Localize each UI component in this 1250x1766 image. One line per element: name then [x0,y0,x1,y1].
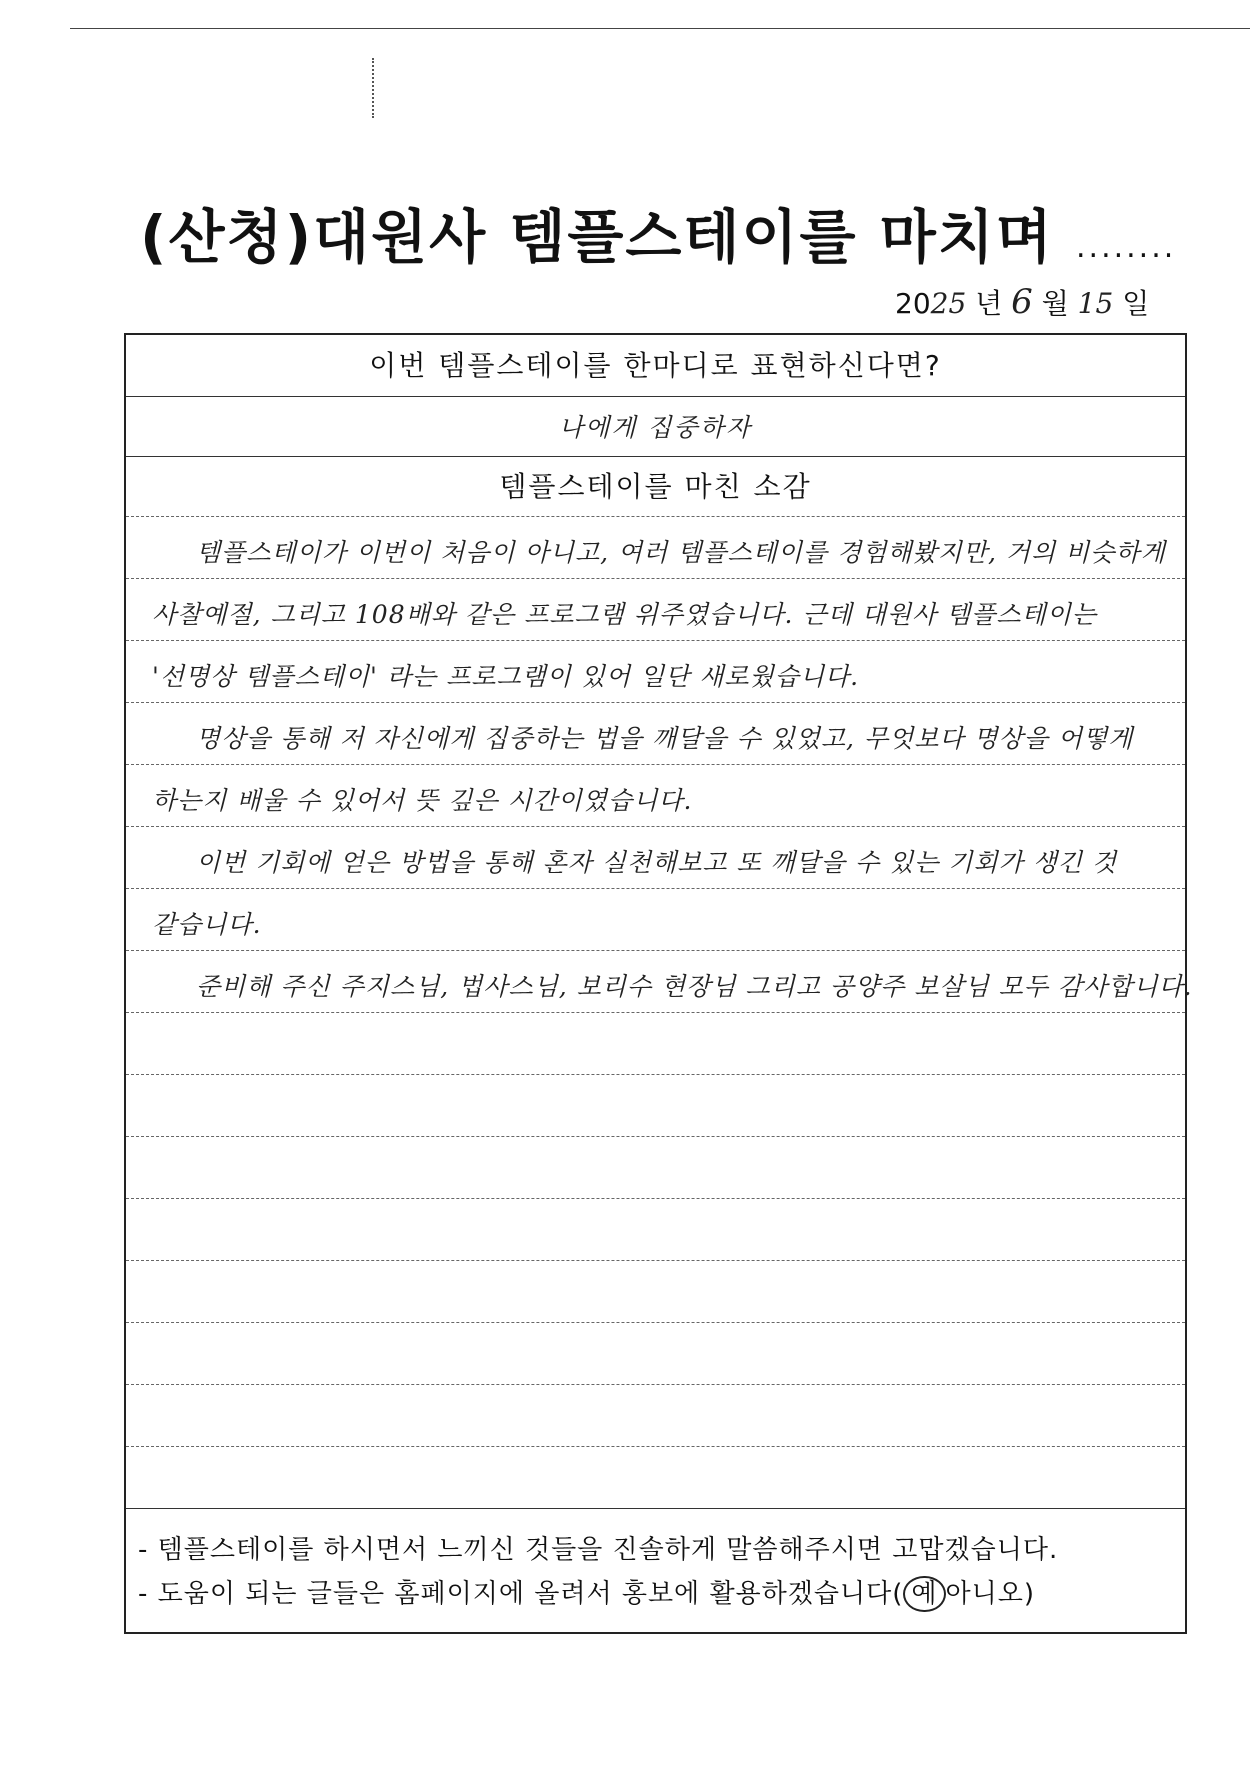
title-text: (산청)대원사 템플스테이를 마치며 [140,203,1054,271]
writing-line [126,1013,1185,1075]
day-unit: 일 [1122,287,1150,320]
reflection-form [124,333,1193,1634]
footer-note-1 [138,1529,1058,1566]
footer-note-2-text: - 도움이 되는 글들은 홈페이지에 올려서 홍보에 활용하겠습니다( [138,1579,904,1609]
impression-line-7: 같습니다. [152,910,262,939]
margin-mark [372,58,378,118]
impression-line-3: '선명상 템플스테이' 라는 프로그램이 있어 일단 새로웠습니다. [152,662,860,691]
impression-line-5: 하는지 배울 수 있어서 뜻 깊은 시간이였습니다. [152,786,693,815]
writing-line [126,1075,1185,1137]
impression-line-4: 명상을 통해 저 자신에게 집중하는 법을 깨달을 수 있었고, 무엇보다 명상을 어떻게 [196,724,1134,753]
writing-line [126,1323,1185,1385]
impressions-label: 템플스테이를 마친 소감 [499,470,812,503]
year-prefix: 20 [895,287,931,320]
footer-note-2 [138,1573,1035,1612]
writing-line [126,1261,1185,1323]
question-label: 이번 템플스테이를 한마디로 표현하신다면? [369,349,942,382]
date-line [895,282,1149,322]
question-row [126,335,1185,397]
footer-note-1-text: - 템플스테이를 하시면서 느끼신 것들을 진솔하게 말씀해주시면 고맙겠습니다. [138,1535,1059,1565]
impression-line-2: 사찰예절, 그리고 108배와 같은 프로그램 위주였습니다. 근데 대원사 템플스테이는 [152,600,1097,629]
answer-row [126,397,1185,457]
writing-line [126,1199,1185,1261]
consent-yes-circled: 예 [903,1576,945,1612]
impression-line-6: 이번 기회에 얻은 방법을 통해 혼자 실천해보고 또 깨달을 수 있는 기회가 생긴 것 [196,848,1118,877]
month-value: 6 [1011,282,1033,322]
writing-line [126,1385,1185,1447]
writing-line [126,1447,1185,1509]
impression-line-1: 템플스테이가 이번이 처음이 아니고, 여러 템플스테이를 경험해봤지만, 거의 비슷하게 [196,538,1166,567]
document-title [140,190,1176,274]
impressions-header-row [126,457,1185,517]
writing-line [126,1137,1185,1199]
year-unit: 년 [975,287,1003,320]
one-word-answer: 나에게 집중하자 [559,413,752,442]
day-value: 15 [1077,287,1114,320]
title-dots: ........ [1076,230,1177,265]
writing-line [126,889,1185,951]
consent-no: 아니오) [945,1579,1036,1609]
top-rule [70,28,1250,29]
impression-line-8: 준비해 주신 주지스님, 법사스님, 보리수 현장님 그리고 공양주 보살님 모두 감사합니다. [196,972,1193,1001]
year-suffix: 25 [930,287,967,320]
month-unit: 월 [1041,287,1069,320]
